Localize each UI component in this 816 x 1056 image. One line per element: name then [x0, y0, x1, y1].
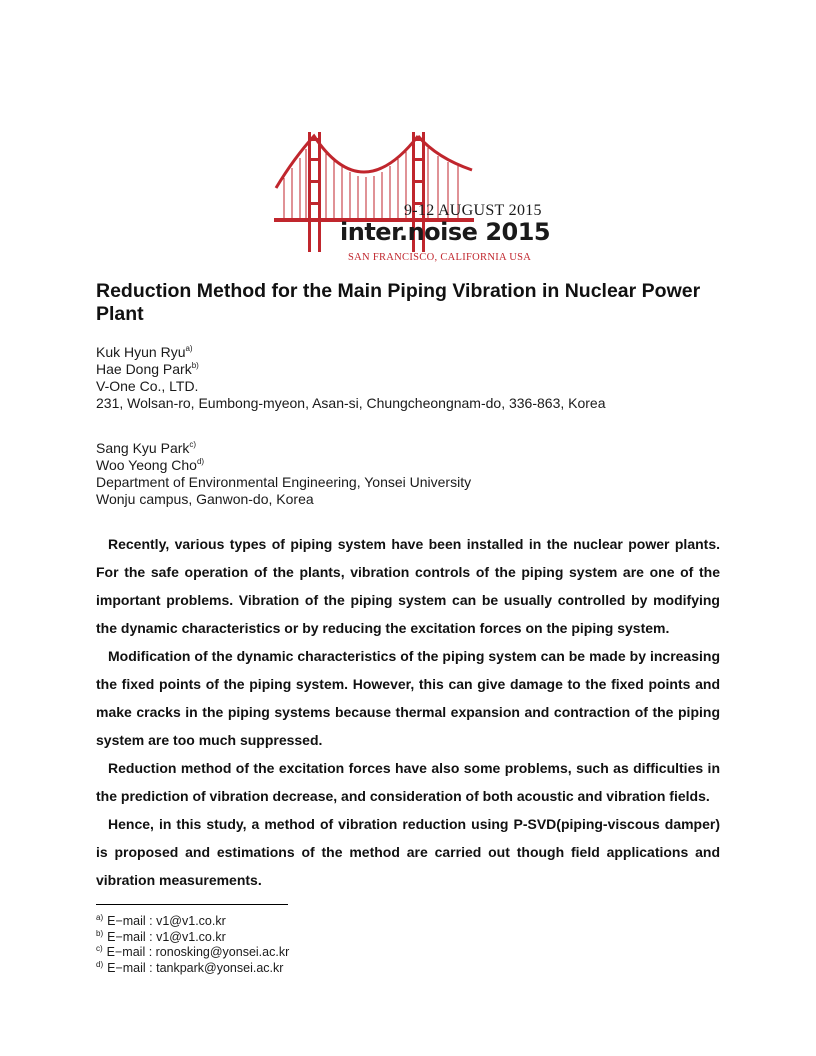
author-mark: d): [196, 457, 205, 466]
golden-gate-bridge-icon: [272, 128, 547, 268]
author-mark: b): [191, 361, 199, 370]
abstract-paragraph: Modification of the dynamic characteristics of the piping system can be made by increasing the fixed points of the piping system. However, this can give damage to the fixed points and make cracks in the piping systems because thermal expansion and contraction of the piping system are too much suppressed.: [96, 648, 720, 748]
author-group-2: [96, 440, 471, 508]
footnote-mark: c): [96, 944, 103, 953]
footnote-divider: [96, 904, 288, 905]
author-line: [96, 440, 471, 457]
logo-name: inter.noise 2015: [340, 218, 551, 246]
logo-location: SAN FRANCISCO, CALIFORNIA USA: [348, 252, 532, 263]
footnote-email: E−mail : tankpark@yonsei.ac.kr: [107, 960, 284, 975]
logo-date: 9-12 AUGUST 2015: [404, 202, 542, 219]
author-group-1: [96, 344, 606, 412]
author-name: Hae Dong Park: [96, 361, 192, 377]
abstract-paragraph: Recently, various types of piping system have been installed in the nuclear power plants. For the safe operation of the plants, vibration controls of the piping system are one of the important problems. Vibration of the piping system can be usually controlled by modifying the dynamic characteristics or by reducing the excitation forces on the piping system.: [96, 536, 720, 636]
author-line: [96, 457, 471, 474]
abstract-paragraph: Hence, in this study, a method of vibration reduction using P-SVD(piping-viscous damper) is proposed and estimations of the method are carried out though field applications and vibration measurements.: [96, 816, 720, 888]
conference-logo: [272, 128, 551, 268]
affiliation: Department of Environmental Engineering, Yonsei University: [96, 474, 472, 490]
footnote: [96, 930, 289, 946]
footnote-mark: d): [96, 959, 104, 969]
author-line: [96, 344, 606, 361]
address: 231, Wolsan-ro, Eumbong-myeon, Asan-si, Chungcheongnam-do, 336-863, Korea: [96, 395, 606, 411]
footnote-email: E−mail : v1@v1.co.kr: [107, 929, 226, 944]
author-line: [96, 361, 606, 378]
author-mark: a): [185, 344, 193, 353]
author-name: Sang Kyu Park: [96, 440, 190, 456]
author-mark: c): [189, 440, 197, 449]
author-name: Woo Yeong Cho: [96, 457, 197, 473]
footnote: [96, 945, 289, 961]
author-name: Kuk Hyun Ryu: [96, 344, 186, 360]
footnote-email: E−mail : ronosking@yonsei.ac.kr: [106, 945, 290, 959]
abstract-paragraph: Reduction method of the excitation forces have also some problems, such as difficulties in the prediction of vibration decrease, and consideration of both acoustic and vibration fields.: [96, 760, 720, 804]
footnote-email: E−mail : v1@v1.co.kr: [107, 914, 226, 928]
footnote: [96, 961, 289, 977]
footnotes: [96, 914, 289, 976]
footnote-mark: b): [96, 928, 104, 938]
abstract: [96, 530, 720, 894]
affiliation: V-One Co., LTD.: [96, 378, 199, 394]
footnote-mark: a): [96, 913, 104, 922]
paper-title: Reduction Method for the Main Piping Vibration in Nuclear Power Plant: [96, 280, 701, 325]
footnote: [96, 914, 289, 930]
address: Wonju campus, Ganwon-do, Korea: [96, 491, 314, 507]
